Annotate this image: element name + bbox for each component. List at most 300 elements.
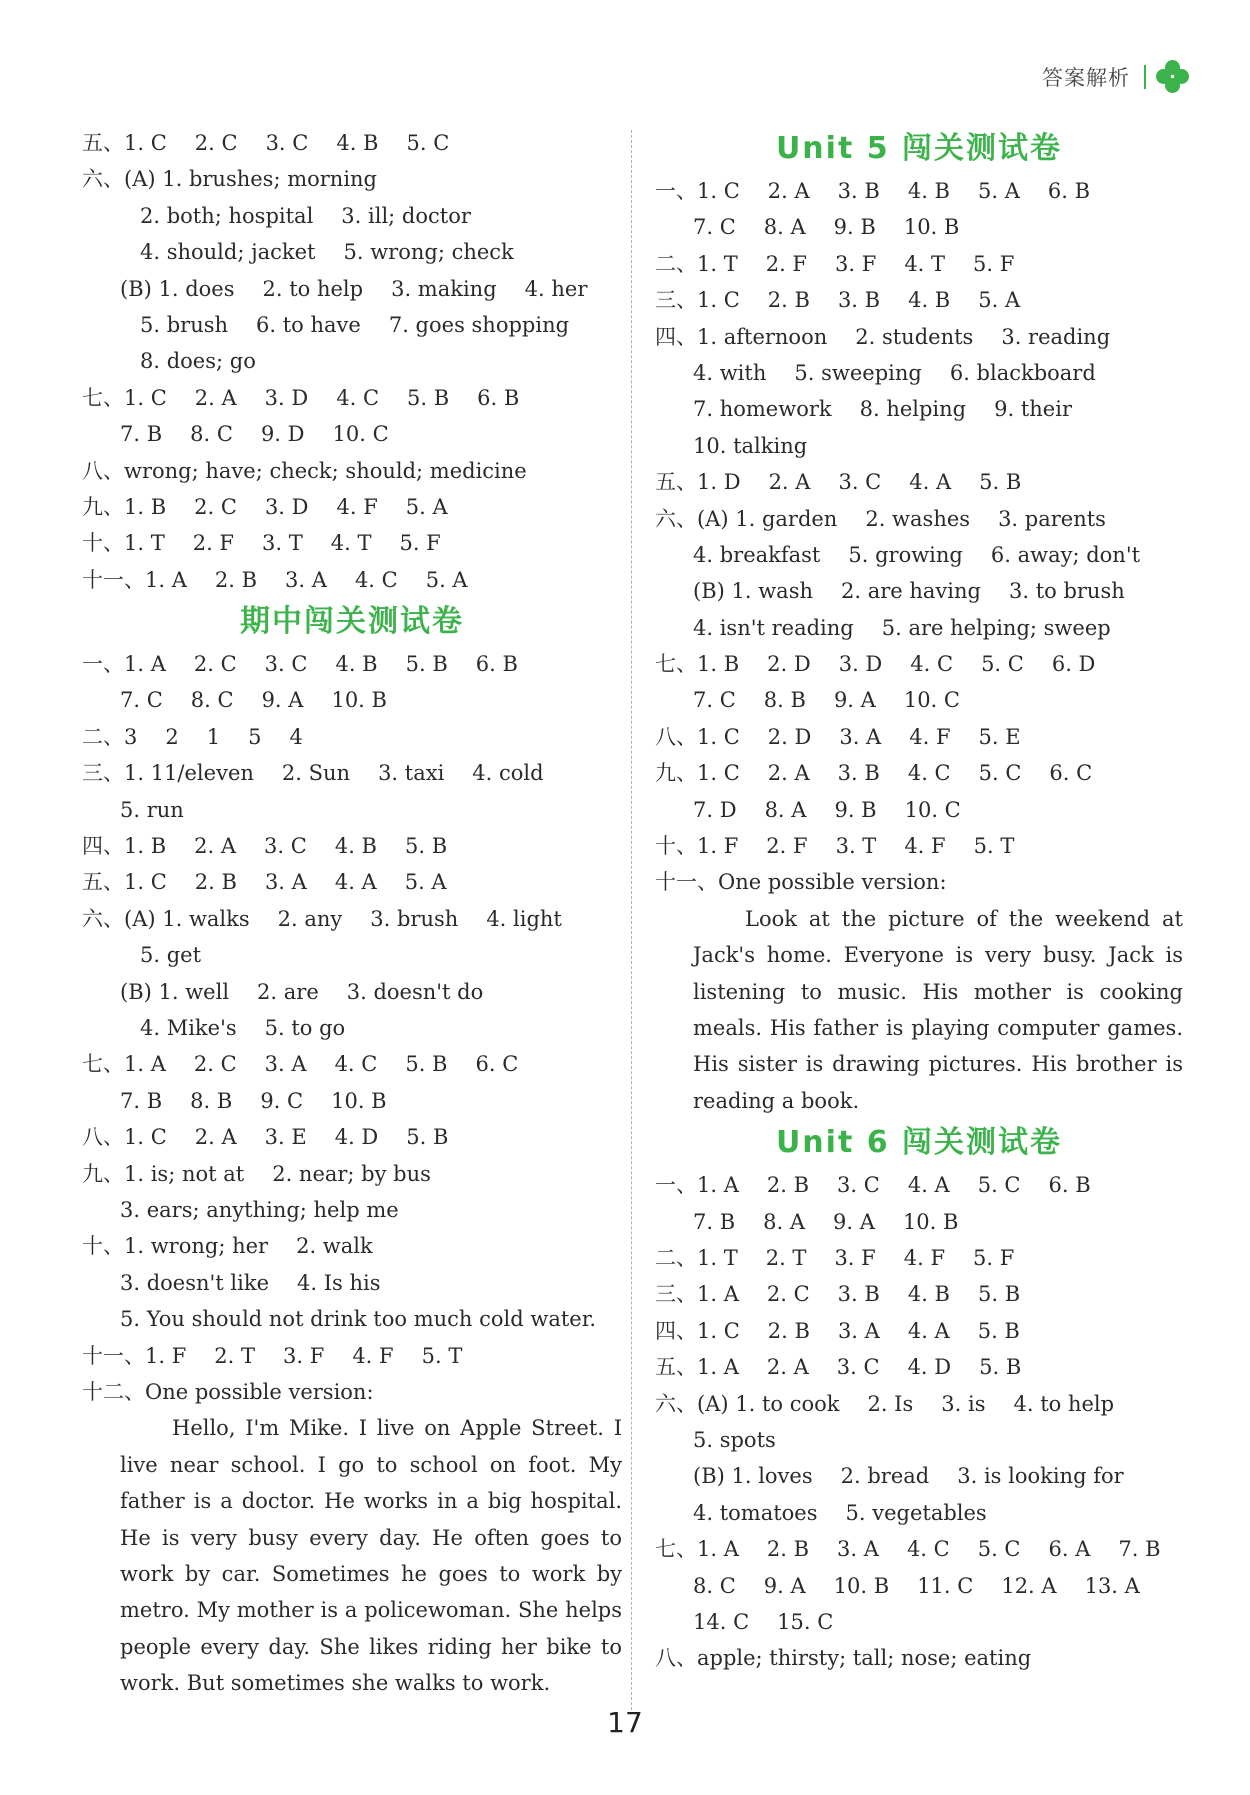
answer-item: 8. B (763, 688, 806, 713)
answer-item: 4. B (334, 834, 377, 859)
answer-line (655, 1422, 1183, 1458)
answer-item: 3. B (837, 179, 880, 203)
answer-line (655, 1276, 1183, 1312)
answer-item: 2. F (765, 251, 808, 276)
answer-item: 2. T (765, 1246, 807, 1271)
answer-line (82, 489, 622, 525)
answer-item: 2. any (277, 906, 343, 931)
answer-line (655, 1204, 1183, 1240)
answer-line (655, 1240, 1183, 1276)
answer-item: 5. A (425, 567, 468, 592)
answer-line (82, 1228, 622, 1264)
answer-item: 3. reading (1001, 324, 1111, 349)
answer-item: 3. D (838, 652, 883, 677)
answer-item: 4. breakfast (693, 542, 821, 567)
answer-line (82, 1083, 622, 1119)
question-label: 二、 (82, 724, 124, 749)
answer-item: 2 (165, 724, 179, 749)
answer-item: 2. F (192, 531, 235, 556)
question-label: 五、 (82, 870, 124, 895)
answer-line (82, 1119, 622, 1155)
answer-item: 4. A (909, 470, 952, 495)
section-title: Unit 5 闯关测试卷 (775, 131, 1063, 166)
question-label: 二、 (655, 1246, 697, 1271)
answer-line (82, 161, 622, 197)
answer-item: 5. B (407, 385, 450, 410)
answer-item: 4. C (906, 1537, 950, 1562)
answer-item: 1. C (124, 1125, 167, 1150)
answer-item: 2. A (194, 834, 237, 859)
answer-item: 9. A (833, 688, 876, 713)
answer-item: 2. A (766, 1355, 809, 1380)
question-label: 八、 (82, 1125, 124, 1150)
answer-item: 2. are (257, 979, 319, 1004)
answer-line (655, 682, 1183, 718)
answer-item: 1. A (124, 1052, 166, 1077)
answer-item: 5. B (977, 1282, 1021, 1307)
answer-item: 6. C (1049, 761, 1093, 786)
answer-item: 4. B (336, 131, 379, 155)
answer-item: 5. B (406, 1125, 449, 1150)
answer-item: 1. B (124, 834, 167, 859)
answer-item: 8. A (763, 215, 806, 240)
answer-item: 1. F (697, 834, 739, 859)
answer-item: 4. light (486, 906, 562, 931)
answer-item: 7. C (693, 215, 736, 240)
answer-item: 1. A (697, 1282, 739, 1307)
page-number: 17 (607, 1706, 643, 1739)
question-label: 六、 (82, 167, 124, 192)
answer-item: 14. C (693, 1609, 750, 1634)
answer-item: (B) 1. well (120, 979, 230, 1004)
answer-line (82, 682, 622, 718)
answer-item: 2. B (767, 1318, 810, 1343)
answer-item: 2. A (194, 385, 237, 410)
answer-line (655, 246, 1183, 282)
answer-item: 4. F (904, 834, 946, 859)
answer-line (82, 792, 622, 828)
answer-item: 4. cold (472, 761, 544, 786)
left-column (82, 125, 622, 1702)
answer-item: 3. parents (998, 506, 1106, 531)
question-label: 三、 (655, 288, 697, 313)
answer-item: 2. A (194, 1125, 237, 1150)
answer-item: 4. isn't reading (693, 615, 854, 640)
question-label: 八、 (655, 1646, 697, 1671)
answer-item: 3. D (264, 494, 309, 519)
answer-item: 12. A (1001, 1573, 1057, 1598)
answer-item: 5. B (405, 1052, 448, 1077)
answer-item: 1 (206, 724, 221, 749)
answer-item: 5. B (979, 1355, 1022, 1380)
answer-item: 2. Is (867, 1391, 914, 1416)
answer-item: 2. D (767, 724, 812, 749)
answer-item: 3. A (285, 567, 327, 592)
answer-item: 3. E (264, 1125, 307, 1150)
answer-item: 7. homework (693, 397, 832, 422)
answer-item: 5. B (405, 652, 448, 677)
answer-item: 4. D (907, 1355, 952, 1380)
answer-item: 4. A (907, 1318, 950, 1343)
answer-item: 7. C (693, 688, 736, 713)
answer-item: 1. 11/eleven (124, 761, 254, 786)
answer-item: (A) 1. garden (697, 506, 838, 531)
section-title: 期中闯关测试卷 (240, 604, 464, 640)
question-label: 十、 (82, 1234, 124, 1259)
answer-line (655, 428, 1183, 464)
answer-item: 5. wrong; check (343, 240, 514, 265)
answer-item: 6. to have (256, 312, 361, 337)
answer-item: One possible version: (718, 870, 947, 895)
answer-line (82, 525, 622, 561)
question-label: 六、 (655, 506, 697, 531)
answer-line (82, 453, 622, 489)
question-label: 五、 (655, 470, 697, 495)
answer-item: 9. A (261, 688, 304, 713)
answer-item: 6. B (1048, 1173, 1091, 1198)
answer-item: 4. F (903, 1246, 946, 1271)
answer-item: 13. A (1084, 1573, 1140, 1598)
answer-line (82, 307, 622, 343)
answer-line (82, 1046, 622, 1082)
answer-item: 3. F (834, 1246, 876, 1271)
answer-item: (A) 1. brushes; morning (124, 167, 378, 192)
answer-line (82, 562, 622, 598)
answer-item: 3. brush (370, 906, 459, 931)
answer-line (82, 271, 622, 307)
question-label: 一、 (82, 652, 124, 677)
answer-item: 6. B (477, 385, 520, 410)
answer-item: 8. A (763, 1209, 806, 1234)
answer-line (655, 319, 1183, 355)
answer-item: 6. away; don't (990, 542, 1141, 567)
answer-item: 3. C (837, 1173, 880, 1198)
answer-item: 2. B (766, 1537, 810, 1562)
answer-item: 4. A (907, 1173, 950, 1198)
answer-item: 1. C (124, 131, 167, 155)
question-label: 五、 (82, 131, 124, 155)
answer-line (655, 646, 1183, 682)
answer-item: 3. ears; anything; help me (120, 1197, 399, 1222)
answer-line (655, 792, 1183, 828)
answer-item: 4. A (334, 870, 377, 895)
answer-line (655, 1167, 1183, 1203)
question-label: 三、 (82, 761, 124, 786)
answer-item: 9. B (834, 797, 877, 822)
answer-line (82, 937, 622, 973)
answer-item: 2. A (768, 470, 811, 495)
answer-line (82, 1265, 622, 1301)
answer-item: 4. B (335, 652, 378, 677)
answer-item: 5. T (421, 1343, 463, 1368)
answer-item: 1. wrong; her (124, 1234, 269, 1259)
answer-item: 4. to help (1013, 1391, 1115, 1416)
answer-item: 5. C (977, 1173, 1021, 1198)
answer-item: 5. A (978, 288, 1021, 313)
answer-item: 2. walk (296, 1234, 373, 1259)
answer-item: 4. F (336, 494, 378, 519)
answer-item: 4. C (907, 761, 951, 786)
answer-item: 1. B (124, 494, 167, 519)
answer-item: 5. are helping; sweep (881, 615, 1111, 640)
question-label: 七、 (655, 652, 697, 677)
answer-item: 5. C (981, 652, 1024, 677)
question-label: 十一、 (82, 1343, 145, 1368)
answer-item: 2. A (767, 761, 810, 786)
answer-item: 5. F (973, 251, 1015, 276)
answer-item: 3. B (837, 761, 880, 786)
answer-item: 2. bread (840, 1464, 930, 1489)
answer-item: 2. B (194, 870, 237, 895)
answer-line (82, 1338, 622, 1374)
answer-item: 3 (124, 724, 138, 749)
answer-item: 1. C (697, 1318, 740, 1343)
answer-item: One possible version: (145, 1379, 374, 1404)
answer-line (655, 1313, 1183, 1349)
answer-item: 7. C (120, 688, 163, 713)
answer-item: 2. Sun (281, 761, 351, 786)
answer-item: 3. C (836, 1355, 880, 1380)
answer-item: 7. B (693, 1209, 736, 1234)
answer-item: 2. F (766, 834, 808, 859)
answer-item: 3. ill; doctor (341, 203, 471, 228)
answer-item: 4. C (354, 567, 398, 592)
answer-item: 8. C (190, 422, 233, 447)
answer-line (655, 282, 1183, 318)
answer-item: 15. C (777, 1609, 834, 1634)
answer-item: 4. T (904, 251, 946, 276)
question-label: 七、 (82, 385, 124, 410)
answer-item: 5. brush (140, 312, 229, 337)
answer-item: 5. growing (848, 542, 963, 567)
answer-item: 1. A (697, 1173, 739, 1198)
answer-item: 4. F (352, 1343, 394, 1368)
answer-item: 1. T (697, 251, 738, 276)
header-divider (1144, 65, 1146, 89)
answer-line (655, 1495, 1183, 1531)
answer-line (655, 1568, 1183, 1604)
answer-item: 5. spots (693, 1427, 776, 1452)
answer-item: 3. B (837, 1282, 880, 1307)
question-label: 五、 (655, 1355, 697, 1380)
answer-line (655, 1531, 1183, 1567)
answer-item: 4. T (330, 531, 372, 556)
answer-line (82, 416, 622, 452)
answer-item: 2. C (193, 652, 237, 677)
essay-text: Look at the picture of the weekend at Jack's home. Everyone is very busy. Jack is listening to music. His mother is cooking meals. His father is playing computer games. His sister is drawing pictures. His brother is reading a book. (693, 906, 1183, 1113)
answer-item: 3. A (264, 1052, 307, 1077)
answer-item: 3. A (264, 870, 307, 895)
question-label: 一、 (655, 1173, 697, 1198)
answer-item: 5. C (977, 1537, 1021, 1562)
answer-item: 3. A (837, 1537, 879, 1562)
answer-item: 3. F (283, 1343, 325, 1368)
answer-item: 5. sweeping (794, 360, 922, 385)
answer-item: 4. her (524, 276, 588, 301)
answer-line (655, 573, 1183, 609)
answer-item: 3. B (837, 288, 881, 313)
answer-item: 4. B (907, 179, 950, 203)
answer-line (655, 1386, 1183, 1422)
answer-item: 2. students (855, 324, 974, 349)
question-label: 十、 (655, 834, 697, 859)
answer-item: 10. B (833, 1573, 890, 1598)
question-label: 十一、 (655, 870, 718, 895)
answer-item: 7. B (120, 422, 163, 447)
answer-item: 3. F (835, 251, 877, 276)
answer-item: 5. T (973, 834, 1015, 859)
answer-item: 2. B (766, 1173, 810, 1198)
answer-item: 4. B (908, 288, 951, 313)
answer-item: 8. C (693, 1573, 736, 1598)
answer-item: 10. C (904, 797, 961, 822)
answer-item: 7. D (693, 797, 737, 822)
answer-item: 4. C (336, 385, 380, 410)
answer-item: 1. A (124, 652, 166, 677)
answer-line (82, 1374, 622, 1410)
question-label: 九、 (655, 761, 697, 786)
question-label: 四、 (655, 1318, 697, 1343)
answer-item: 10. C (903, 688, 960, 713)
answer-item: 10. B (902, 1209, 959, 1234)
answer-item: 3. T (835, 834, 877, 859)
answer-item: 3. is (941, 1391, 986, 1416)
answer-item: 4. C (334, 1052, 378, 1077)
answer-item: 5. F (399, 531, 441, 556)
answer-line (655, 391, 1183, 427)
answer-line (655, 1349, 1183, 1385)
question-label: 一、 (655, 179, 697, 203)
answer-item: 5. A (404, 870, 447, 895)
answer-item: 10. talking (693, 433, 808, 458)
answer-item: 1. is; not at (124, 1161, 245, 1186)
answer-item: 4. should; jacket (140, 240, 316, 265)
answer-item: 4. Is his (297, 1270, 381, 1295)
answer-item: 2. C (194, 494, 237, 519)
answer-item: 9. A (763, 1573, 806, 1598)
answer-item: 4. B (907, 1282, 950, 1307)
answer-item: 10. C (332, 422, 389, 447)
answer-item: 5. B (977, 1318, 1020, 1343)
answer-item: 5. You should not drink too much cold water. (120, 1307, 597, 1332)
answer-item: 3. C (264, 652, 308, 677)
answer-item: (B) 1. loves (693, 1464, 813, 1489)
answer-item: 3. making (391, 276, 497, 301)
column-divider (631, 130, 632, 1710)
question-label: 九、 (82, 494, 124, 519)
answer-item: 8. helping (859, 397, 967, 422)
answer-line (655, 755, 1183, 791)
answer-item: (B) 1. does (120, 276, 235, 301)
answer-item: 5. A (977, 179, 1020, 203)
answer-line (655, 719, 1183, 755)
answer-item: 2. C (193, 1052, 237, 1077)
answer-item: 7. goes shopping (388, 312, 570, 337)
question-label: 七、 (655, 1537, 697, 1562)
answer-item: 3. C (265, 131, 309, 155)
answer-item: 5 (248, 724, 262, 749)
answer-item: 5. get (140, 943, 202, 968)
answer-line (655, 537, 1183, 573)
answer-line (82, 1156, 622, 1192)
answer-item: 1. A (697, 1355, 739, 1380)
answer-item: 3. is looking for (957, 1464, 1124, 1489)
answer-item: 2. are having (841, 579, 981, 604)
answer-item: 7. B (120, 1088, 163, 1113)
answer-item: 1. A (697, 1537, 739, 1562)
answer-line (82, 864, 622, 900)
answer-item: 5. A (405, 494, 448, 519)
answer-item: 4 (289, 724, 303, 749)
answer-item: 8. does; go (140, 349, 256, 374)
answer-line (82, 901, 622, 937)
answer-line (82, 828, 622, 864)
answer-line (655, 501, 1183, 537)
answer-item: 6. B (475, 652, 518, 677)
answer-item: 3. doesn't like (120, 1270, 269, 1295)
header-title: 答案解析 (1042, 66, 1130, 90)
question-label: 十二、 (82, 1379, 145, 1404)
answer-item: 3. taxi (378, 761, 445, 786)
answer-item: 4. Mike's (140, 1015, 237, 1040)
answer-item: 1. B (697, 652, 740, 677)
answer-item: (A) 1. to cook (697, 1391, 840, 1416)
answer-line (82, 198, 622, 234)
answer-item: 5. B (404, 834, 448, 859)
answer-item: 6. blackboard (949, 360, 1096, 385)
answer-item: 4. F (909, 724, 951, 749)
section-title: Unit 6 闯关测试卷 (775, 1125, 1063, 1161)
answer-item: 5. C (406, 131, 450, 155)
answer-item: 9. A (833, 1209, 875, 1234)
answer-item: 6. C (475, 1052, 519, 1077)
answer-item: 11. C (917, 1573, 974, 1598)
question-label: 七、 (82, 1052, 124, 1077)
answer-item: 4. D (334, 1125, 379, 1150)
answer-item: 2. A (767, 179, 810, 203)
answer-item: 1. A (145, 567, 187, 592)
answer-item: 2. both; hospital (140, 203, 314, 228)
answer-item: 5. run (120, 797, 184, 822)
question-label: 三、 (655, 1282, 697, 1307)
answer-item: 2. B (214, 567, 258, 592)
answer-line (655, 355, 1183, 391)
answer-item: 8. A (764, 797, 807, 822)
answer-item: 3. A (837, 1318, 880, 1343)
answer-item: 3. doesn't do (346, 979, 484, 1004)
answer-item: 2. C (766, 1282, 810, 1307)
answer-line (655, 1640, 1183, 1676)
answer-item: 9. B (833, 215, 876, 240)
answer-item: 3. C (264, 834, 307, 859)
answer-item: 2. washes (865, 506, 971, 531)
answer-line (82, 234, 622, 270)
answer-item: 10. B (331, 688, 387, 713)
answer-item: 5. B (979, 470, 1022, 495)
answer-item: 4. C (910, 652, 954, 677)
answer-item: 2. D (767, 652, 811, 677)
answer-item: apple; thirsty; tall; nose; eating (697, 1646, 1032, 1671)
question-label: 四、 (82, 834, 124, 859)
question-label: 二、 (655, 251, 697, 276)
answer-item: 1. T (124, 531, 165, 556)
answer-item: 1. C (124, 870, 167, 895)
question-label: 六、 (82, 906, 124, 931)
answer-line (655, 209, 1183, 245)
answer-item: 1. D (697, 470, 741, 495)
question-label: 六、 (655, 1391, 697, 1416)
answer-item: 5. E (978, 724, 1021, 749)
